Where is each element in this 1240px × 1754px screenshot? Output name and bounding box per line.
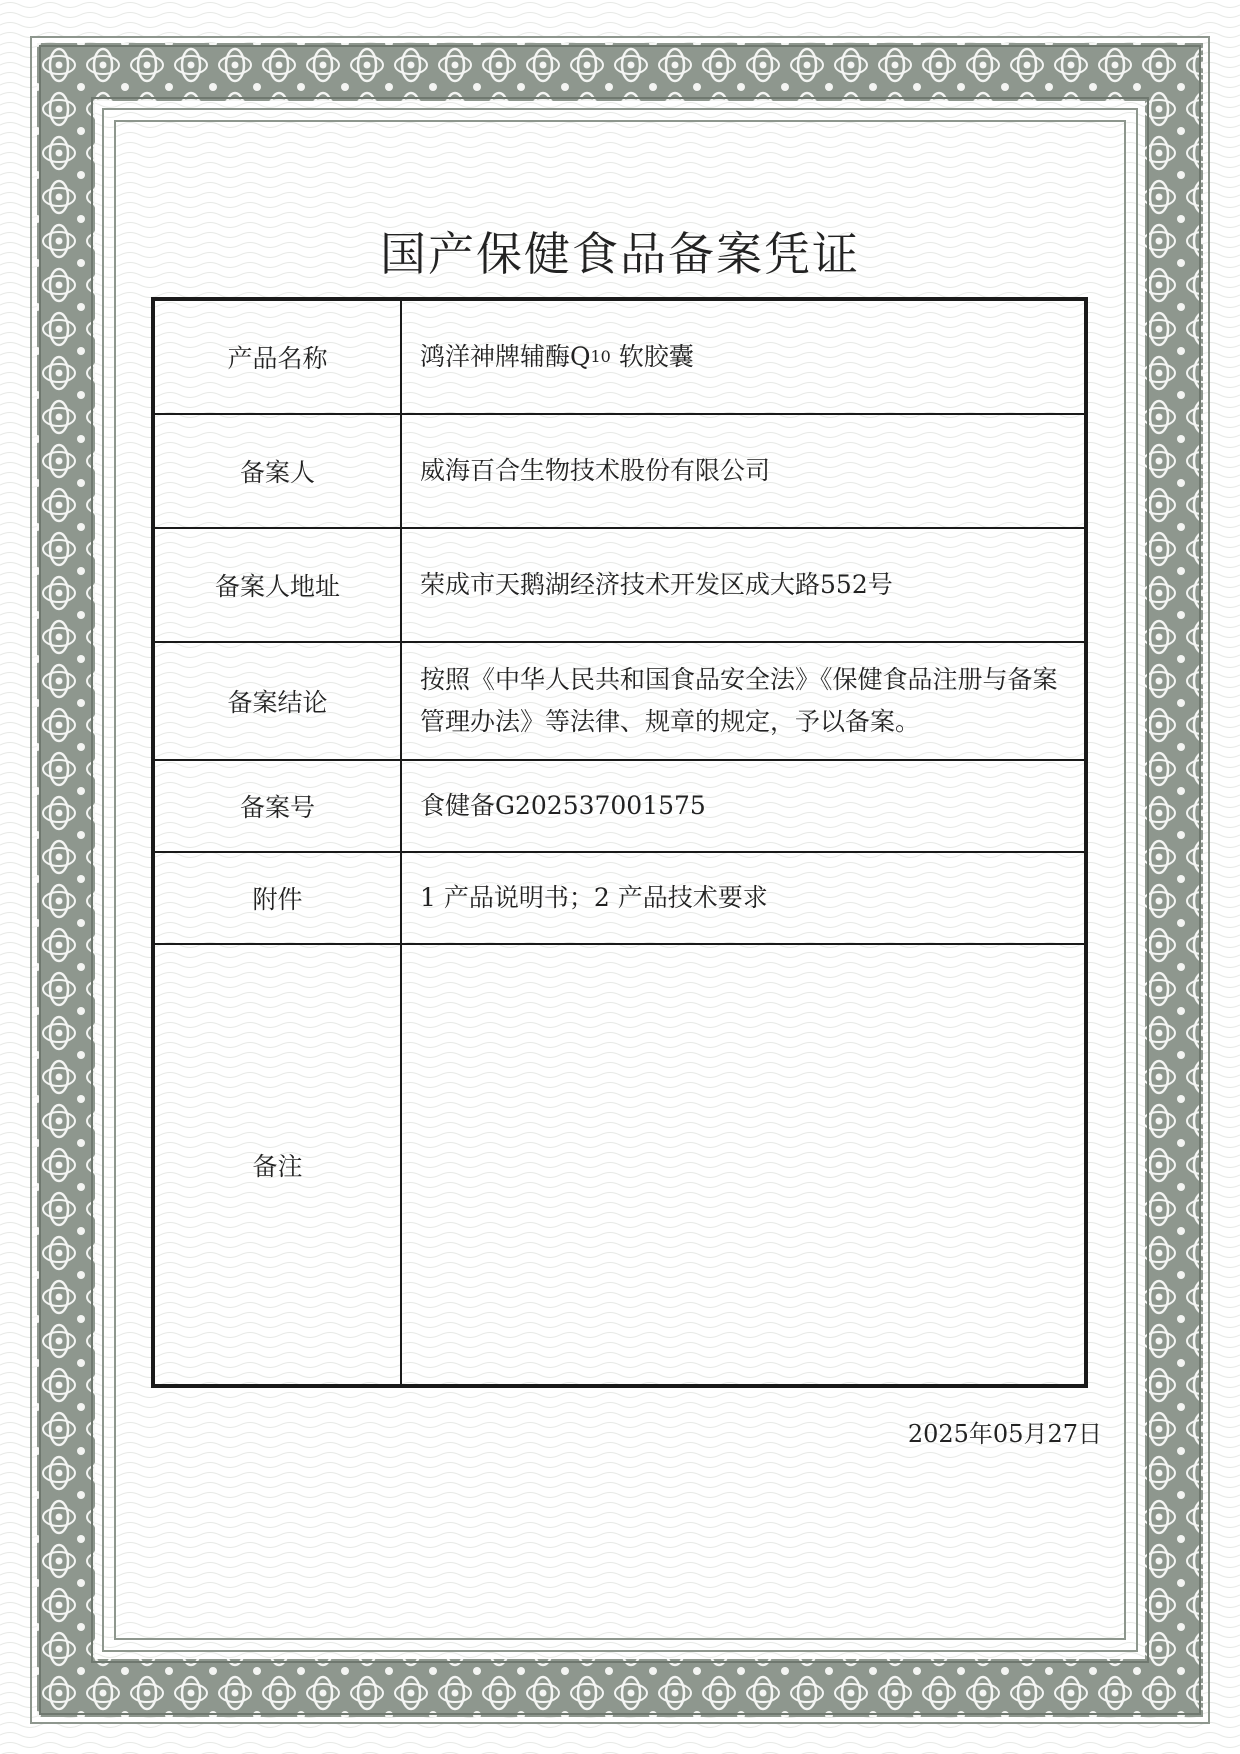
- table-row-filer-address: [155, 529, 1084, 643]
- product-name-suffix: 软胶囊: [610, 342, 694, 371]
- filer-address-label: 备案人地址: [214, 572, 340, 601]
- table-row-attachments: [155, 853, 1084, 945]
- conclusion-value: 按照《中华人民共和国食品安全法》《保健食品注册与备案管理办法》等法律、规章的规定，予以备案。: [420, 665, 1058, 736]
- table-row-product-name: [155, 301, 1084, 415]
- table-row-record-no: [155, 761, 1084, 853]
- filer-address-value: 荣成市天鹅湖经济技术开发区成大路552号: [420, 570, 893, 599]
- page-title: 国产保健食品备案凭证: [380, 227, 860, 281]
- filer-value: 威海百合生物技术股份有限公司: [420, 456, 771, 485]
- product-name-main: 鸿洋神牌辅酶Q: [420, 342, 591, 371]
- table-row-filer: [155, 415, 1084, 529]
- product-name-value: [420, 301, 1068, 413]
- attachments-label: 附件: [252, 885, 303, 914]
- record-no-value: 食健备G202537001575: [420, 791, 706, 820]
- product-name-label: 产品名称: [227, 344, 328, 373]
- table-row-remarks: [155, 945, 1084, 1384]
- remarks-label: 备注: [252, 1151, 303, 1181]
- table-row-conclusion: [155, 643, 1084, 761]
- product-name-subscript: 10: [590, 347, 611, 366]
- attachments-value: 1 产品说明书；2 产品技术要求: [420, 883, 768, 912]
- remarks-value: [420, 945, 1068, 1384]
- conclusion-label: 备案结论: [227, 688, 328, 717]
- issue-date: 2025年05月27日: [907, 1420, 1102, 1448]
- record-table: [151, 297, 1088, 1388]
- record-no-label: 备案号: [239, 793, 315, 822]
- filer-label: 备案人: [239, 458, 315, 487]
